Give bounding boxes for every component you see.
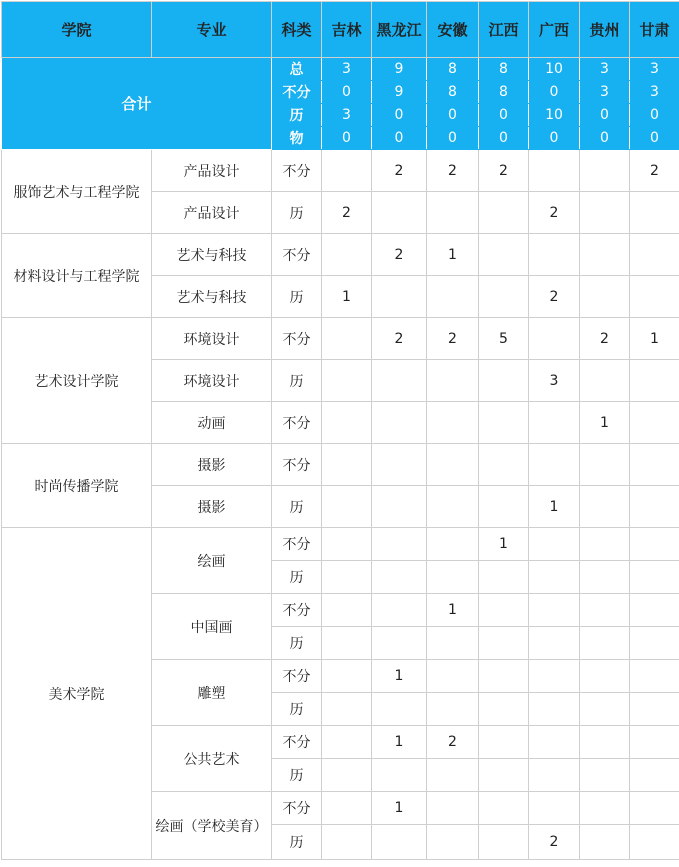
category-cell: 不分 — [272, 660, 322, 693]
quota-cell — [322, 402, 372, 444]
totals-cell: 0 — [427, 127, 479, 150]
quota-cell — [479, 825, 529, 860]
category-cell: 不分 — [272, 444, 322, 486]
quota-cell — [479, 759, 529, 792]
totals-label: 合计 — [2, 58, 272, 150]
totals-type: 总 — [272, 58, 322, 81]
quota-cell — [479, 792, 529, 825]
college-name: 艺术设计学院 — [2, 318, 152, 444]
college-name: 美术学院 — [2, 528, 152, 860]
quota-cell — [529, 318, 580, 360]
header-province: 广西 — [529, 2, 580, 58]
quota-cell — [427, 792, 479, 825]
totals-cell: 3 — [322, 58, 372, 81]
quota-cell — [529, 150, 580, 192]
totals-cell: 3 — [630, 58, 679, 81]
header-province: 黑龙江 — [372, 2, 427, 58]
enrollment-plan-table — [1, 1, 679, 860]
category-cell: 历 — [272, 276, 322, 318]
quota-cell: 1 — [322, 276, 372, 318]
totals-cell: 8 — [427, 81, 479, 104]
quota-cell — [322, 792, 372, 825]
quota-cell — [479, 693, 529, 726]
quota-cell — [529, 660, 580, 693]
totals-cell: 3 — [580, 81, 630, 104]
quota-cell — [322, 594, 372, 627]
quota-cell — [322, 693, 372, 726]
quota-cell: 2 — [372, 150, 427, 192]
quota-cell: 2 — [427, 318, 479, 360]
header-college: 学院 — [2, 2, 152, 58]
quota-cell — [479, 192, 529, 234]
quota-cell — [427, 825, 479, 860]
quota-cell — [529, 759, 580, 792]
quota-cell — [479, 360, 529, 402]
table-row — [2, 234, 679, 276]
quota-cell — [479, 444, 529, 486]
quota-cell: 2 — [479, 150, 529, 192]
quota-cell — [322, 234, 372, 276]
quota-cell: 2 — [529, 276, 580, 318]
totals-type: 物 — [272, 127, 322, 150]
quota-cell: 1 — [529, 486, 580, 528]
quota-cell — [580, 444, 630, 486]
totals-cell: 10 — [529, 104, 580, 127]
quota-cell — [630, 234, 679, 276]
totals-cell: 0 — [580, 127, 630, 150]
quota-cell — [580, 192, 630, 234]
major-name: 艺术与科技 — [152, 276, 272, 318]
quota-cell — [427, 561, 479, 594]
quota-cell — [580, 660, 630, 693]
category-cell: 历 — [272, 759, 322, 792]
header-province: 江西 — [479, 2, 529, 58]
quota-cell — [322, 360, 372, 402]
quota-cell — [322, 759, 372, 792]
quota-cell: 2 — [427, 726, 479, 759]
quota-cell — [322, 561, 372, 594]
quota-cell — [427, 444, 479, 486]
quota-cell — [479, 276, 529, 318]
totals-cell: 0 — [372, 104, 427, 127]
quota-cell — [427, 360, 479, 402]
quota-cell — [372, 444, 427, 486]
quota-cell — [580, 486, 630, 528]
quota-cell — [630, 360, 679, 402]
quota-cell — [372, 360, 427, 402]
college-name: 时尚传播学院 — [2, 444, 152, 528]
quota-cell — [630, 792, 679, 825]
quota-cell — [580, 792, 630, 825]
major-name: 艺术与科技 — [152, 234, 272, 276]
quota-cell — [479, 660, 529, 693]
quota-cell — [580, 726, 630, 759]
quota-cell — [479, 234, 529, 276]
quota-cell — [630, 444, 679, 486]
quota-cell — [630, 693, 679, 726]
table-row — [2, 444, 679, 486]
major-name: 产品设计 — [152, 150, 272, 192]
quota-cell — [322, 528, 372, 561]
quota-cell: 1 — [372, 726, 427, 759]
totals-cell: 0 — [322, 127, 372, 150]
totals-cell: 0 — [322, 81, 372, 104]
quota-cell — [630, 561, 679, 594]
category-cell: 历 — [272, 627, 322, 660]
category-cell: 不分 — [272, 150, 322, 192]
quota-cell — [322, 726, 372, 759]
quota-cell — [372, 528, 427, 561]
quota-cell — [529, 528, 580, 561]
quota-cell — [479, 486, 529, 528]
quota-cell — [372, 486, 427, 528]
major-name: 产品设计 — [152, 192, 272, 234]
quota-cell — [427, 276, 479, 318]
category-cell: 不分 — [272, 792, 322, 825]
category-cell: 不分 — [272, 234, 322, 276]
header-province: 甘肃 — [630, 2, 679, 58]
quota-cell: 1 — [372, 792, 427, 825]
header-province: 贵州 — [580, 2, 630, 58]
quota-cell — [427, 528, 479, 561]
category-cell: 不分 — [272, 528, 322, 561]
totals-cell: 8 — [479, 81, 529, 104]
quota-cell — [580, 561, 630, 594]
header-province: 吉林 — [322, 2, 372, 58]
quota-cell — [322, 444, 372, 486]
quota-cell — [322, 660, 372, 693]
quota-cell — [630, 528, 679, 561]
quota-cell — [322, 486, 372, 528]
quota-cell — [529, 444, 580, 486]
totals-cell: 0 — [372, 127, 427, 150]
quota-cell — [372, 693, 427, 726]
quota-cell — [630, 825, 679, 860]
quota-cell — [580, 150, 630, 192]
category-cell: 不分 — [272, 594, 322, 627]
header-major: 专业 — [152, 2, 272, 58]
quota-cell — [580, 594, 630, 627]
quota-cell — [479, 402, 529, 444]
quota-cell: 2 — [630, 150, 679, 192]
quota-cell — [580, 360, 630, 402]
category-cell: 历 — [272, 693, 322, 726]
quota-cell — [630, 276, 679, 318]
category-cell: 历 — [272, 486, 322, 528]
quota-cell: 2 — [372, 234, 427, 276]
category-cell: 历 — [272, 561, 322, 594]
totals-cell: 9 — [372, 58, 427, 81]
table-row — [2, 528, 679, 561]
totals-cell: 8 — [427, 58, 479, 81]
quota-cell — [427, 192, 479, 234]
quota-cell — [529, 693, 580, 726]
quota-cell: 2 — [372, 318, 427, 360]
quota-cell — [580, 825, 630, 860]
quota-cell — [580, 276, 630, 318]
totals-type: 历 — [272, 104, 322, 127]
category-cell: 历 — [272, 192, 322, 234]
table-row — [2, 150, 679, 192]
quota-cell — [529, 561, 580, 594]
quota-cell — [529, 792, 580, 825]
quota-cell — [630, 192, 679, 234]
totals-cell: 0 — [580, 104, 630, 127]
quota-cell — [479, 594, 529, 627]
header-row — [2, 2, 679, 58]
totals-cell: 3 — [580, 58, 630, 81]
quota-cell — [630, 594, 679, 627]
quota-cell — [529, 726, 580, 759]
totals-row — [2, 58, 679, 81]
quota-cell — [630, 660, 679, 693]
quota-cell — [372, 402, 427, 444]
totals-cell: 0 — [529, 81, 580, 104]
quota-cell — [630, 402, 679, 444]
header-category: 科类 — [272, 2, 322, 58]
quota-cell — [630, 759, 679, 792]
quota-cell — [372, 276, 427, 318]
quota-cell: 2 — [322, 192, 372, 234]
totals-cell: 9 — [372, 81, 427, 104]
major-name: 动画 — [152, 402, 272, 444]
quota-cell — [580, 693, 630, 726]
quota-cell — [372, 192, 427, 234]
major-name: 中国画 — [152, 594, 272, 660]
quota-cell: 1 — [630, 318, 679, 360]
category-cell: 历 — [272, 360, 322, 402]
major-name: 绘画（学校美育） — [152, 792, 272, 860]
quota-cell — [529, 402, 580, 444]
quota-cell — [630, 627, 679, 660]
quota-cell — [372, 561, 427, 594]
quota-cell — [630, 486, 679, 528]
quota-cell: 1 — [372, 660, 427, 693]
category-cell: 不分 — [272, 402, 322, 444]
quota-cell — [322, 627, 372, 660]
totals-type: 不分 — [272, 81, 322, 104]
quota-cell: 1 — [427, 234, 479, 276]
quota-cell: 2 — [529, 192, 580, 234]
quota-cell: 2 — [427, 150, 479, 192]
quota-cell — [580, 234, 630, 276]
quota-cell: 1 — [427, 594, 479, 627]
totals-cell: 0 — [479, 104, 529, 127]
quota-cell: 5 — [479, 318, 529, 360]
college-name: 材料设计与工程学院 — [2, 234, 152, 318]
college-name: 服饰艺术与工程学院 — [2, 150, 152, 234]
major-name: 摄影 — [152, 486, 272, 528]
quota-cell — [322, 825, 372, 860]
quota-cell — [427, 759, 479, 792]
major-name: 摄影 — [152, 444, 272, 486]
totals-cell: 0 — [427, 104, 479, 127]
quota-cell — [580, 759, 630, 792]
quota-cell — [580, 528, 630, 561]
quota-cell — [427, 660, 479, 693]
quota-cell: 3 — [529, 360, 580, 402]
quota-cell — [427, 402, 479, 444]
quota-cell — [372, 594, 427, 627]
totals-cell: 0 — [630, 127, 679, 150]
quota-cell — [479, 561, 529, 594]
quota-cell — [529, 234, 580, 276]
quota-cell — [580, 627, 630, 660]
totals-cell: 10 — [529, 58, 580, 81]
major-name: 环境设计 — [152, 318, 272, 360]
table-row — [2, 318, 679, 360]
totals-cell: 3 — [322, 104, 372, 127]
quota-cell — [427, 627, 479, 660]
totals-cell: 8 — [479, 58, 529, 81]
totals-cell: 0 — [479, 127, 529, 150]
totals-cell: 0 — [630, 104, 679, 127]
quota-cell — [479, 627, 529, 660]
quota-cell — [479, 726, 529, 759]
totals-cell: 3 — [630, 81, 679, 104]
category-cell: 历 — [272, 825, 322, 860]
major-name: 绘画 — [152, 528, 272, 594]
quota-cell — [372, 627, 427, 660]
quota-cell — [427, 693, 479, 726]
quota-cell — [322, 150, 372, 192]
major-name: 公共艺术 — [152, 726, 272, 792]
major-name: 环境设计 — [152, 360, 272, 402]
header-province: 安徽 — [427, 2, 479, 58]
quota-cell — [322, 318, 372, 360]
quota-cell — [372, 825, 427, 860]
quota-cell — [427, 486, 479, 528]
category-cell: 不分 — [272, 726, 322, 759]
quota-cell — [630, 726, 679, 759]
quota-cell: 2 — [580, 318, 630, 360]
quota-cell — [529, 627, 580, 660]
quota-cell: 2 — [529, 825, 580, 860]
quota-cell: 1 — [479, 528, 529, 561]
major-name: 雕塑 — [152, 660, 272, 726]
quota-cell — [372, 759, 427, 792]
totals-cell: 0 — [529, 127, 580, 150]
quota-cell — [529, 594, 580, 627]
quota-cell: 1 — [580, 402, 630, 444]
category-cell: 不分 — [272, 318, 322, 360]
